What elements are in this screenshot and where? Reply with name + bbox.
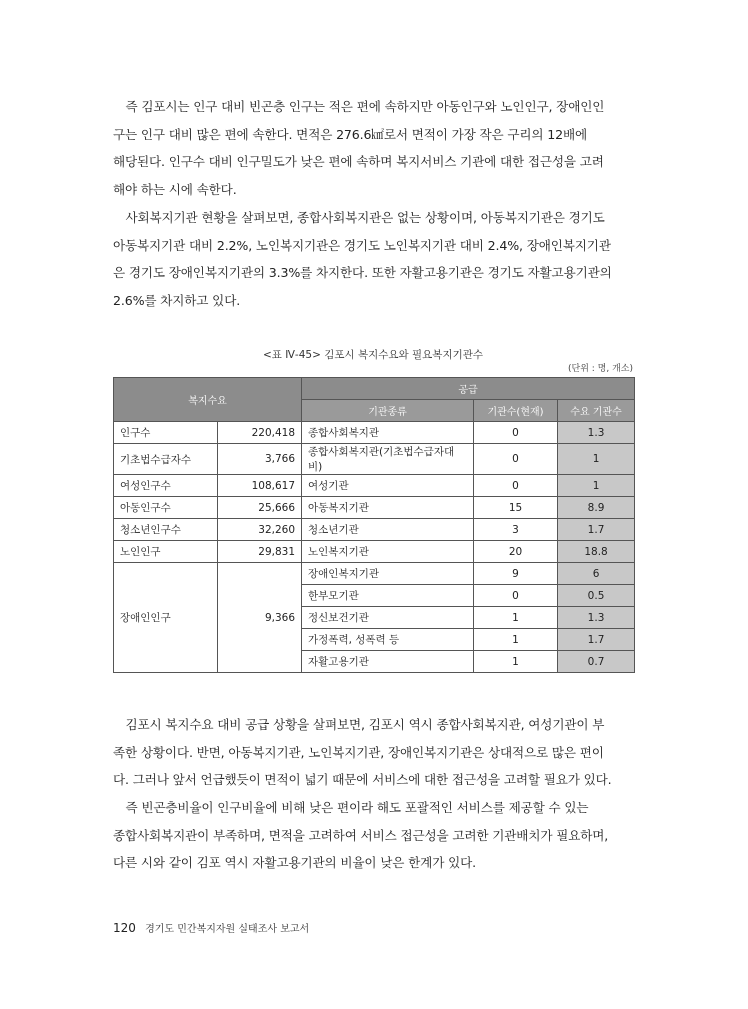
table-row	[114, 519, 635, 541]
demand-value: 108,617	[218, 475, 302, 497]
needed-count: 1.7	[558, 519, 635, 541]
text-line: 구는 인구 대비 많은 편에 속한다. 면적은 276.6㎢로서 면적이 가장 작은 구리의 12배에	[113, 126, 588, 142]
text-line: 은 경기도 장애인복지기관의 3.3%를 차지한다. 또한 자활고용기관은 경기도 자활고용기관의	[113, 265, 612, 281]
facility-count: 0	[474, 444, 558, 475]
paragraph-population-analysis	[113, 93, 635, 203]
demand-label: 인구수	[114, 422, 218, 444]
table-row	[114, 444, 635, 475]
demand-value: 25,666	[218, 497, 302, 519]
facility-count: 9	[474, 563, 558, 585]
demand-label: 노인인구	[114, 541, 218, 563]
table-row	[114, 563, 635, 585]
table-row	[114, 475, 635, 497]
facility-type: 종합사회복지관(기초법수급자대비)	[302, 444, 474, 475]
table-row	[114, 497, 635, 519]
needed-count: 1.3	[558, 422, 635, 444]
header-demand: 복지수요	[114, 378, 302, 422]
welfare-demand-table	[113, 377, 635, 673]
demand-label: 아동인구수	[114, 497, 218, 519]
header-type: 기관종류	[302, 400, 474, 422]
demand-label: 여성인구수	[114, 475, 218, 497]
text-line: 2.6%를 차지하고 있다.	[113, 292, 241, 308]
text-line: 사회복지기관 현황을 살펴보면, 종합사회복지관은 없는 상황이며, 아동복지기관은 경기도	[113, 210, 605, 225]
needed-count: 1.3	[558, 607, 635, 629]
facility-type: 정신보건기관	[302, 607, 474, 629]
header-count: 기관수(현재)	[474, 400, 558, 422]
facility-type: 아동복지기관	[302, 497, 474, 519]
facility-count: 1	[474, 629, 558, 651]
demand-label: 청소년인구수	[114, 519, 218, 541]
facility-count: 3	[474, 519, 558, 541]
demand-value: 9,366	[218, 563, 302, 673]
report-title: 경기도 민간복지자원 실태조사 보고서	[145, 924, 310, 935]
text-line: 김포시 복지수요 대비 공급 상황을 살펴보면, 김포시 역시 종합사회복지관, 여성기관이 부	[113, 717, 605, 732]
paragraph-conclusion	[113, 794, 635, 877]
facility-type: 장애인복지기관	[302, 563, 474, 585]
facility-count: 0	[474, 475, 558, 497]
text-line: 해야 하는 시에 속한다.	[113, 181, 237, 197]
needed-count: 1	[558, 475, 635, 497]
facility-type: 여성기관	[302, 475, 474, 497]
text-line: 족한 상황이다. 반면, 아동복지기관, 노인복지기관, 장애인복지기관은 상대적으로 많은 편이	[113, 744, 604, 760]
demand-label: 장애인인구	[114, 563, 218, 673]
needed-count: 0.7	[558, 651, 635, 673]
page-footer	[113, 920, 309, 935]
demand-value: 29,831	[218, 541, 302, 563]
text-line: 종합사회복지관이 부족하며, 면적을 고려하여 서비스 접근성을 고려한 기관배치가 필요하며,	[113, 827, 609, 843]
demand-value: 3,766	[218, 444, 302, 475]
demand-value: 220,418	[218, 422, 302, 444]
facility-count: 15	[474, 497, 558, 519]
facility-count: 0	[474, 585, 558, 607]
demand-value: 32,260	[218, 519, 302, 541]
header-need: 수요 기관수	[558, 400, 635, 422]
table-caption: <표 Ⅳ-45> 김포시 복지수요와 필요복지기관수	[262, 349, 484, 361]
header-supply: 공급	[302, 378, 635, 400]
table-row	[114, 541, 635, 563]
facility-count: 1	[474, 651, 558, 673]
page-number: 120	[113, 921, 136, 935]
text-line: 아동복지기관 대비 2.2%, 노인복지기관은 경기도 노인복지기관 대비 2.4%, 장애인복지기관	[113, 237, 611, 253]
needed-count: 8.9	[558, 497, 635, 519]
needed-count: 18.8	[558, 541, 635, 563]
facility-type: 자활고용기관	[302, 651, 474, 673]
text-line: 즉 빈곤층비율이 인구비율에 비해 낮은 편이라 해도 포괄적인 서비스를 제공할 수 있는	[113, 800, 589, 815]
needed-count: 1.7	[558, 629, 635, 651]
facility-type: 종합사회복지관	[302, 422, 474, 444]
facility-count: 20	[474, 541, 558, 563]
facility-count: 0	[474, 422, 558, 444]
table-row	[114, 422, 635, 444]
text-line: 해당된다. 인구수 대비 인구밀도가 낮은 편에 속하며 복지서비스 기관에 대한 접근성을 고려	[113, 154, 604, 170]
demand-label: 기초법수급자수	[114, 444, 218, 475]
facility-count: 1	[474, 607, 558, 629]
facility-type: 노인복지기관	[302, 541, 474, 563]
needed-count: 0.5	[558, 585, 635, 607]
paragraph-welfare-facilities	[113, 204, 635, 314]
table-unit: (단위 : 명, 개소)	[568, 364, 633, 374]
paragraph-supply-analysis	[113, 711, 635, 794]
text-line: 다른 시와 같이 김포 역시 자활고용기관의 비율이 낮은 한계가 있다.	[113, 855, 476, 871]
needed-count: 6	[558, 563, 635, 585]
text-line: 다. 그러나 앞서 언급했듯이 면적이 넓기 때문에 서비스에 대한 접근성을 고려할 필요가 있다.	[113, 772, 612, 788]
text-line: 즉 김포시는 인구 대비 빈곤층 인구는 적은 편에 속하지만 아동인구와 노인인구, 장애인인	[113, 99, 605, 114]
facility-type: 가정폭력, 성폭력 등	[302, 629, 474, 651]
facility-type: 청소년기관	[302, 519, 474, 541]
needed-count: 1	[558, 444, 635, 475]
facility-type: 한부모기관	[302, 585, 474, 607]
